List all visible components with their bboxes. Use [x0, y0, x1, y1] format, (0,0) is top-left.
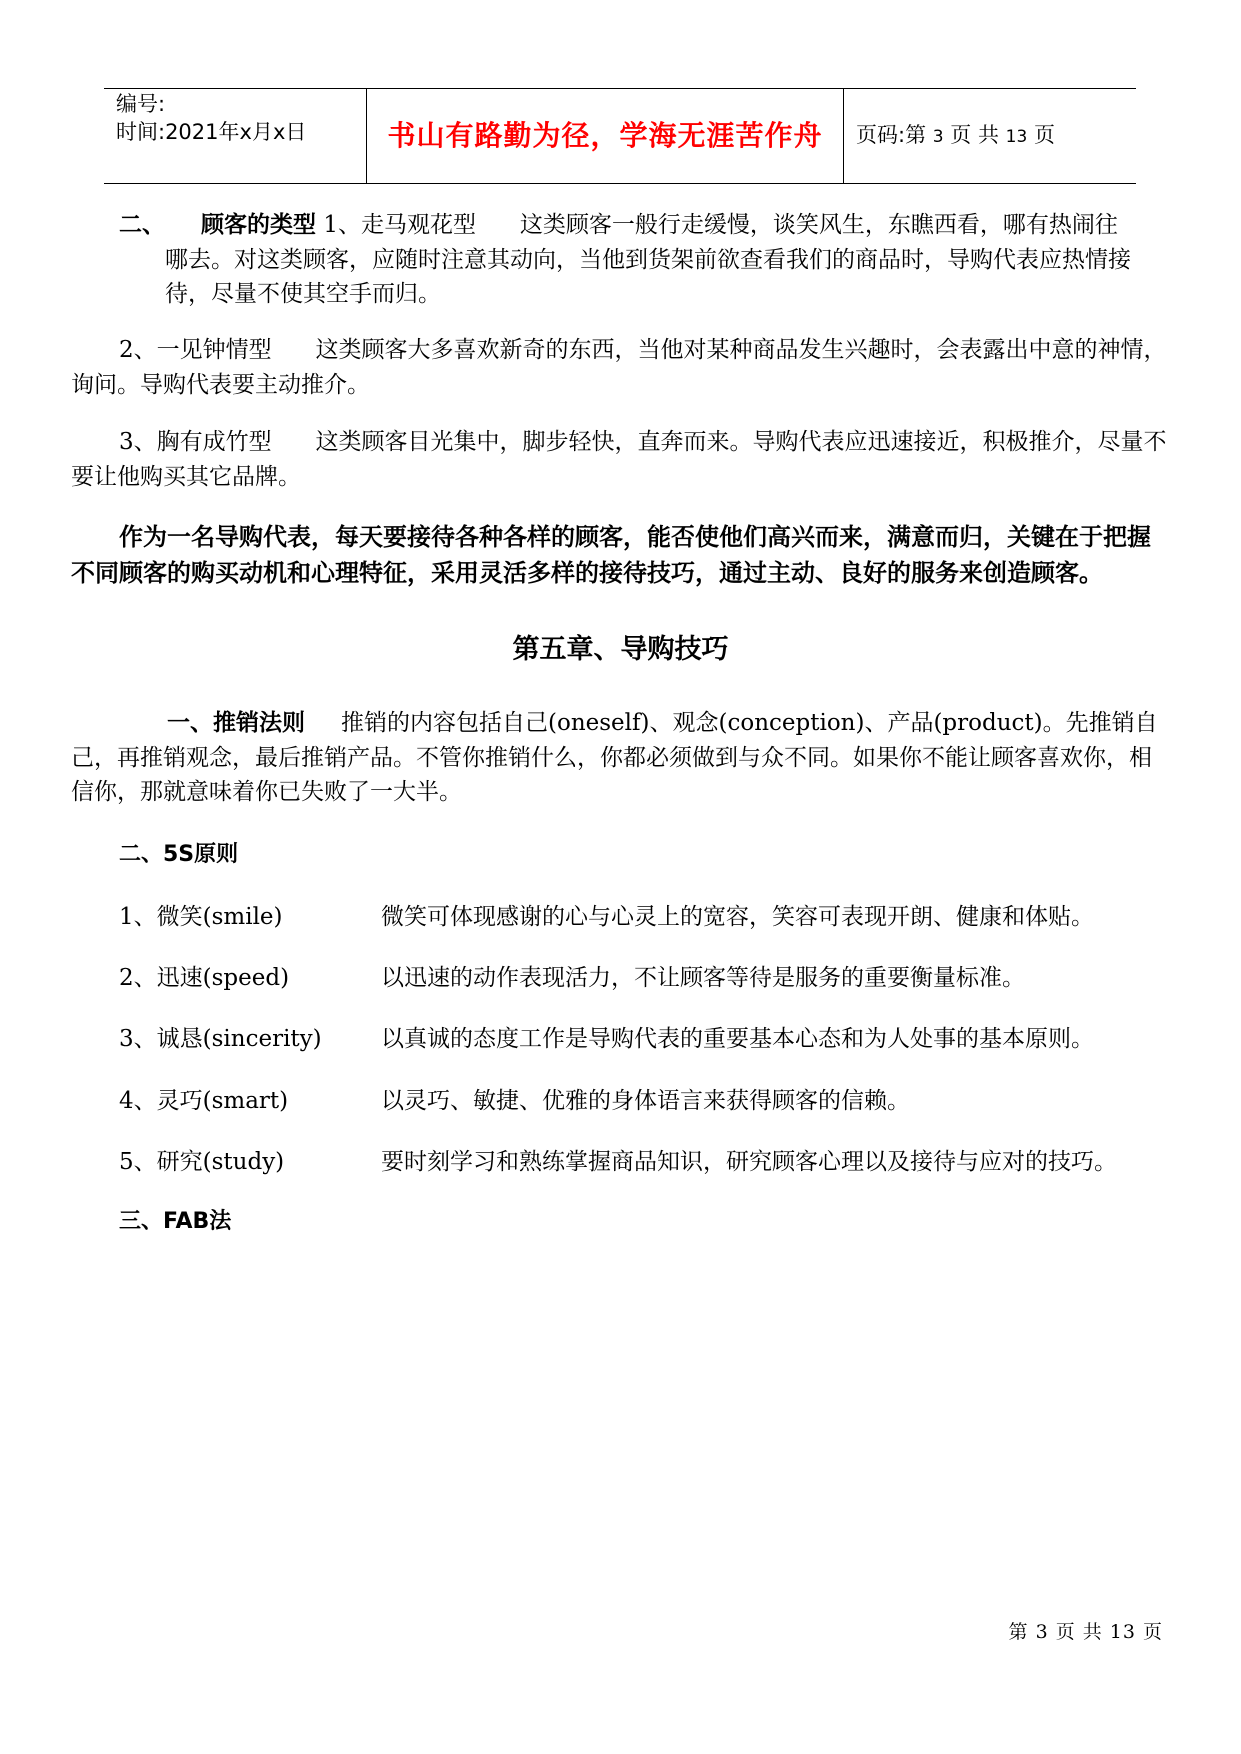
rule3-heading: 三、FAB法: [119, 1209, 232, 1234]
header-page-number: [844, 120, 1055, 152]
section-heading: 顾客的类型: [201, 211, 316, 238]
page-current: 3: [932, 127, 944, 148]
five-s-text: 以灵巧、敏捷、优雅的身体语言来获得顾客的信赖。: [381, 1088, 910, 1114]
rule2-heading: 二、5S原则: [119, 842, 239, 867]
header-page-cell: [844, 89, 1136, 183]
page-footer: 第 3 页 共 13 页: [1008, 1621, 1163, 1643]
type3-title: 3、胸有成竹型: [119, 429, 272, 455]
five-s-item: [119, 1022, 1179, 1057]
header-motto-cell: [367, 89, 844, 183]
customer-types-section: [71, 208, 1171, 312]
five-s-text: 以真诚的态度工作是导购代表的重要基本心态和为人处事的基本原则。: [381, 1026, 1094, 1052]
motto: 书山有路勤为径，学海无涯苦作舟: [387, 119, 823, 152]
type2-text: 这类顾客大多喜欢新奇的东西，当他对某种商品发生兴趣时，会表露出中意的神情，询问。导购代表要主动推介。: [71, 337, 1167, 398]
type3-paragraph: [71, 425, 1171, 494]
five-s-key: 1、微笑(smile): [119, 904, 283, 930]
number-label: 编号:: [116, 92, 166, 116]
five-s-text: 要时刻学习和熟练掌握商品知识，研究顾客心理以及接待与应对的技巧。: [381, 1149, 1117, 1175]
type1-text-line1: 这类顾客一般行走缓慢，谈笑风生，东瞧西看，哪有热闹往: [519, 212, 1118, 238]
five-s-key: 2、迅速(speed): [119, 965, 290, 991]
page-total: 13: [1005, 127, 1028, 148]
time-label: 时间:2021年x月x日: [116, 120, 307, 144]
type1-title: 1、走马观花型: [323, 212, 476, 238]
five-s-key: 5、研究(study): [119, 1149, 285, 1175]
rule1-text: 推销的内容包括自己(oneself)、观念(conception)、产品(product)。先推销自己，再推销观念，最后推销产品。不管你推销什么，你都必须做到与众不同。如果你不能让顾客喜欢你，相信你，那就意味着你已失败了一大半。: [71, 710, 1158, 805]
rule1-label: 一、推销法则: [167, 709, 305, 736]
page-mid: 页 共: [950, 123, 999, 148]
five-s-item: [119, 961, 1179, 996]
five-s-key: 4、灵巧(smart): [119, 1088, 289, 1114]
summary-paragraph: 作为一名导购代表，每天要接待各种各样的顾客，能否使他们高兴而来，满意而归，关键在于把握不同顾客的购买动机和心理特征，采用灵活多样的接待技巧，通过主动、良好的服务来创造顾客。: [71, 522, 1151, 587]
page-prefix: 页码:第: [856, 123, 927, 148]
rule1-paragraph: [71, 706, 1171, 810]
type2-title: 2、一见钟情型: [119, 337, 272, 363]
five-s-item: [119, 1145, 1179, 1180]
page-suffix: 页: [1033, 123, 1055, 148]
type3-text: 这类顾客目光集中，脚步轻快，直奔而来。导购代表应迅速接近，积极推介，尽量不要让他购买其它品牌。: [71, 429, 1167, 490]
page-header: [104, 88, 1136, 184]
type1-text-rest: 哪去。对这类顾客，应随时注意其动向，当他到货架前欲查看我们的商品时，导购代表应热情接待，尽量不使其空手而归。: [165, 246, 1131, 307]
chapter-title: 第五章、导购技巧: [512, 634, 729, 665]
five-s-text: 微笑可体现感谢的心与心灵上的宽容，笑容可表现开朗、健康和体贴。: [381, 904, 1094, 930]
five-s-item: [119, 900, 1179, 935]
five-s-item: [119, 1084, 1179, 1119]
five-s-text: 以迅速的动作表现活力，不让顾客等待是服务的重要衡量标准。: [381, 965, 1025, 991]
section-number: 二、: [119, 211, 165, 238]
five-s-key: 3、诚恳(sincerity): [119, 1026, 322, 1052]
type2-paragraph: [71, 333, 1171, 402]
header-meta-cell: [104, 89, 367, 183]
type1-first-line: [119, 208, 1171, 243]
